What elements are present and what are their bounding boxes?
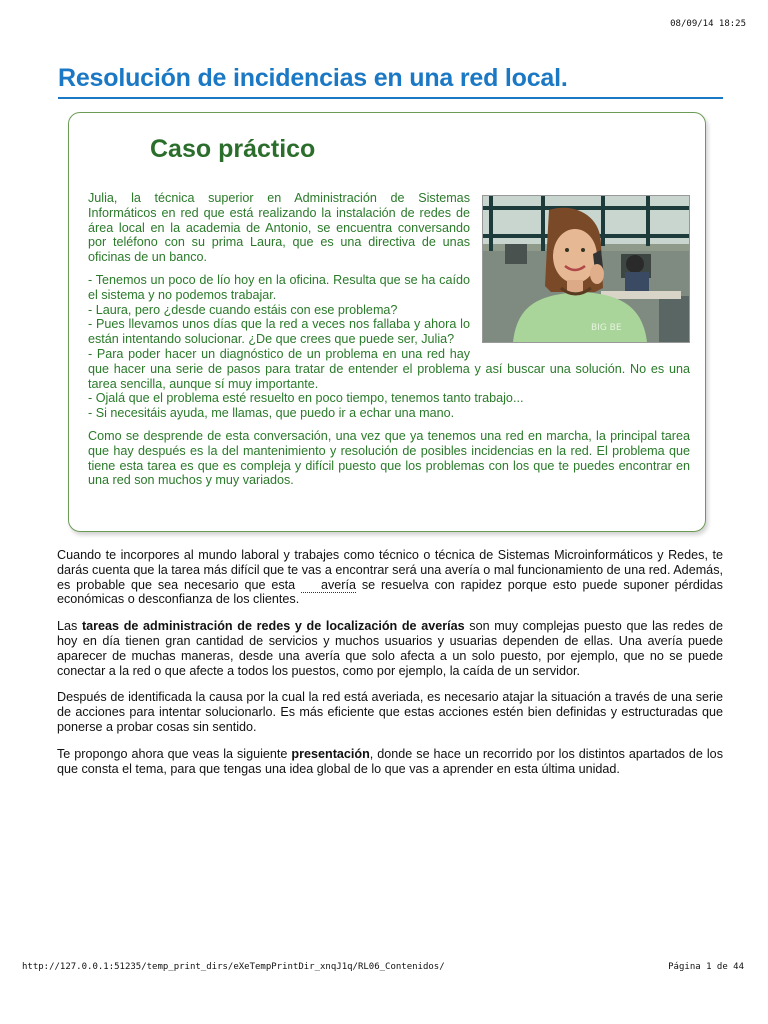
case-study-intro: Julia, la técnica superior en Administración de Sistemas Informáticos en red que está realizando la instalación de redes de área local en la academia de Antonio, se encuentra conversando por teléfono con su prima Laura, que es una directiva de unas oficinas de un banco. [88, 191, 470, 265]
paragraph: Cuando te incorpores al mundo laboral y trabajes como técnico o técnica de Sistemas Microinformáticos y Redes, te darás cuenta que la tarea más difícil que te vas a encontrar será una avería o mal funcionamiento de una red. Además, es probable que sea necesario que esta avería se resuelva con rapidez porque esto puede suponer pérdidas económicas o desconfianza de los clientes. [57, 548, 723, 607]
case-study-title: Caso práctico [150, 135, 316, 163]
dialogue-line: - Ojalá que el problema esté resuelto en poco tiempo, tenemos tanto trabajo... [88, 391, 524, 406]
footer-url: http://127.0.0.1:51235/temp_print_dirs/eXeTempPrintDir_xnqJ1q/RL06_Contenidos/ [22, 962, 445, 972]
presentation-term: presentación [291, 746, 370, 761]
paragraph: Las tareas de administración de redes y de localización de averías son muy complejas puesto que las redes de hoy en día tienen gran cantidad de servicios y muchos usuarios y usuarias dependen de ellas. Una avería puede aparecer de muchas maneras, desde una avería que solo afecta a un solo puesto, por ejemplo, que no se puede conectar a la red o que afecte a todos los puestos, como por ejemplo, la caída de un servidor. [57, 619, 723, 678]
case-study-text [88, 191, 690, 496]
case-study-closing: Como se desprende de esta conversación, una vez que ya tenemos una red en marcha, la principal tarea que hay después es la del mantenimiento y resolución de posibles incidencias en la red. El problema que tiene esta tarea es que es compleja y difícil puesto que los problemas con los que te puedes encontrar en una red son muchos y muy variados. [88, 428, 690, 488]
bold-term: tareas de administración de redes y de localización de averías [81, 619, 465, 634]
main-content [57, 548, 723, 788]
dialogue-line: - Si necesitáis ayuda, me llamas, que puedo ir a echar una mano. [88, 406, 455, 421]
paragraph: Te propongo ahora que veas la siguiente presentación, donde se hace un recorrido por los distintos apartados de los que consta el tema, para que tengas una idea global de lo que vas a aprender en esta última unidad. [57, 746, 723, 776]
glossary-link-averia[interactable]: avería [301, 578, 356, 593]
woman-on-phone-photo [482, 195, 690, 343]
page-title: Resolución de incidencias en una red local. [58, 64, 568, 92]
title-divider [58, 97, 723, 99]
shirt-print: BIG BE [591, 323, 622, 333]
dialogue-line: - Para poder hacer un diagnóstico de un problema en una red hay que hacer una serie de pasos para tratar de entender el problema y así buscar una solución. No es una tarea sencilla, aunque sí muy importante. [88, 346, 690, 391]
dialogue-line: - Tenemos un poco de lío hoy en la oficina. Resulta que se ha caído el sistema y no podemos trabajar. [88, 272, 470, 302]
print-date: 08/09/14 18:25 [670, 19, 746, 29]
case-study-box [68, 112, 706, 532]
page-number: Página 1 de 44 [668, 962, 744, 972]
paragraph: Después de identificada la causa por la cual la red está averiada, es necesario atajar la situación a través de una serie de acciones para intentar solucionarlo. Es más eficiente que estas acciones estén bien definidas y estructuradas que ponerse a probar cosas sin sentido. [57, 690, 723, 734]
dialogue-line: - Pues llevamos unos días que la red a veces nos fallaba y ahora lo están intentando solucionar. ¿De que crees que puede ser, Julia? [88, 317, 470, 347]
dialogue-line: - Laura, pero ¿desde cuando estáis con ese problema? [88, 302, 398, 317]
